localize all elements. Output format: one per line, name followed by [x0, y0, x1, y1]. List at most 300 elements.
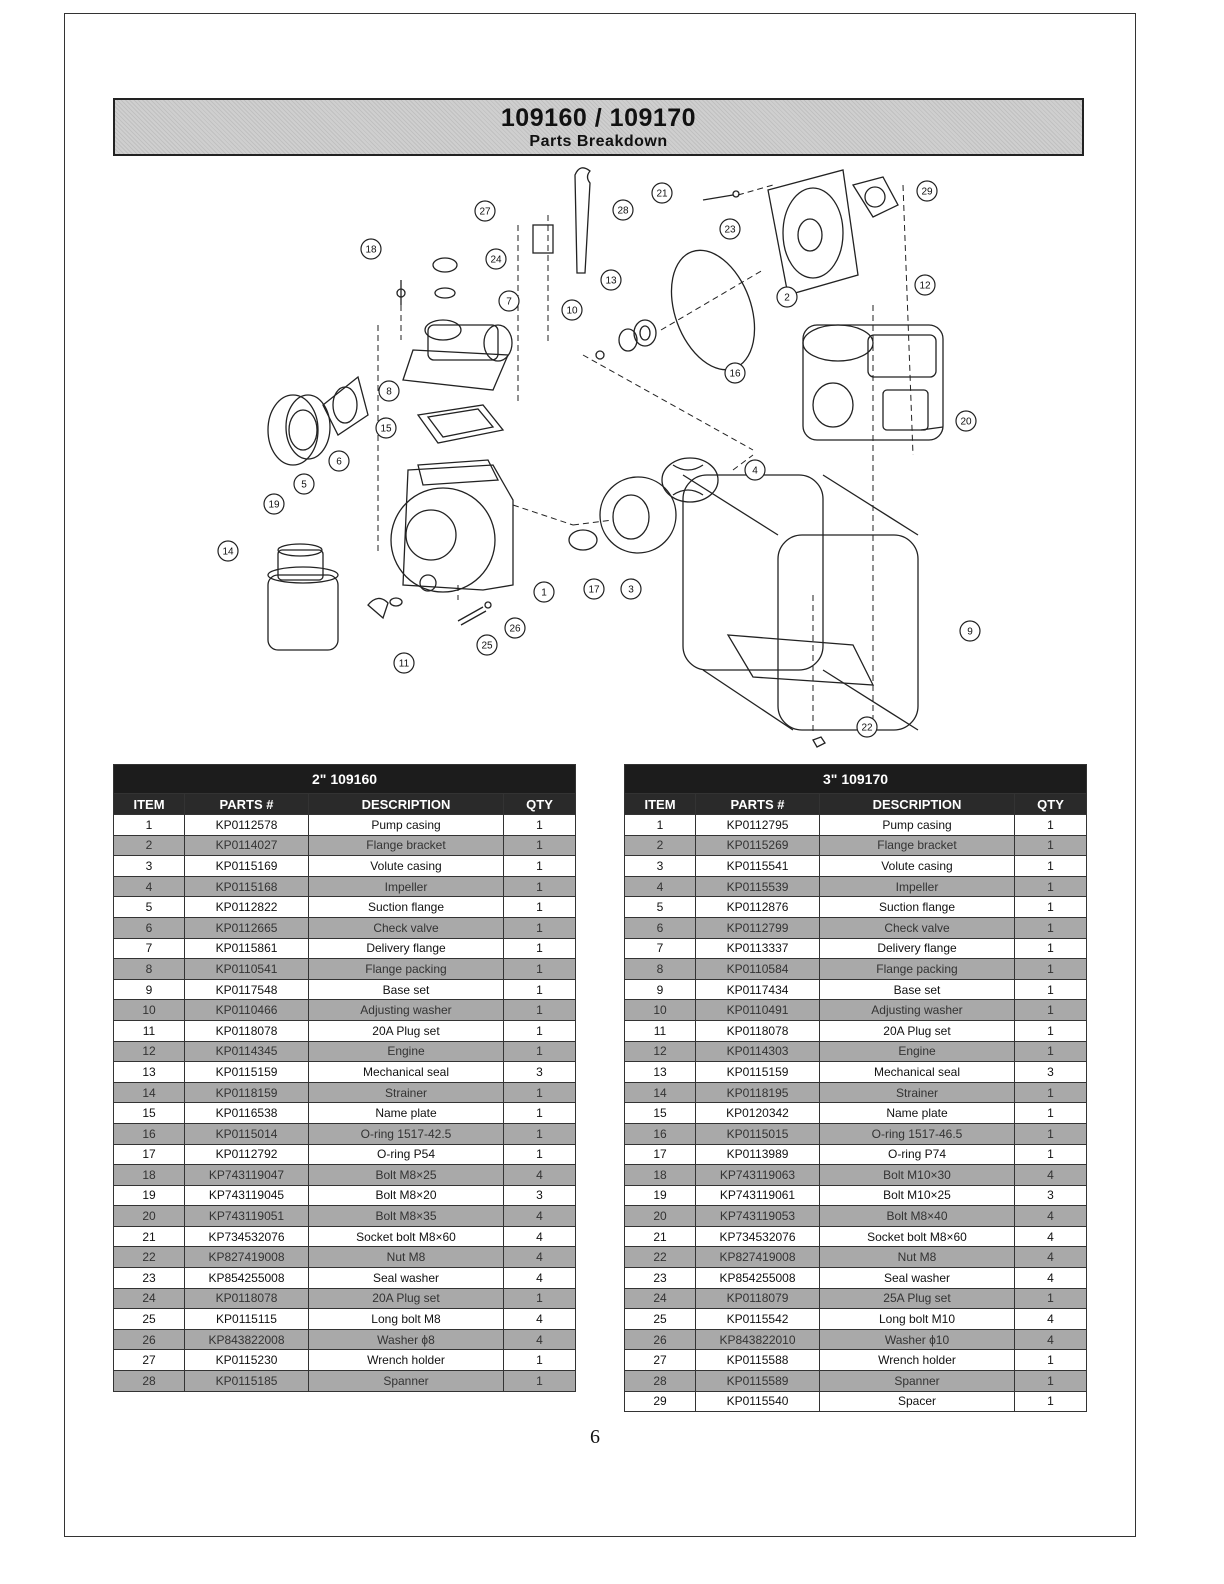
item-number-cell: 21: [625, 1226, 696, 1247]
description-cell: Nut M8: [309, 1247, 504, 1268]
qty-cell: 1: [1015, 1371, 1087, 1392]
item-number-cell: 19: [114, 1185, 185, 1206]
qty-cell: 4: [504, 1329, 576, 1350]
table-row: [625, 835, 1087, 856]
description-cell: Base set: [820, 979, 1015, 1000]
table-row: [625, 1041, 1087, 1062]
part-number-cell: KP743119045: [185, 1185, 309, 1206]
item-number-cell: 28: [625, 1371, 696, 1392]
part-number-cell: KP0112665: [185, 917, 309, 938]
qty-cell: 4: [504, 1226, 576, 1247]
description-cell: Seal washer: [309, 1268, 504, 1289]
item-number-cell: 6: [625, 917, 696, 938]
description-cell: Suction flange: [309, 897, 504, 918]
qty-cell: 1: [1015, 856, 1087, 877]
qty-cell: 4: [504, 1165, 576, 1186]
item-number-cell: 29: [625, 1391, 696, 1412]
callout-number: 14: [222, 546, 234, 558]
table-row: [625, 1226, 1087, 1247]
part-number-cell: KP0115861: [185, 938, 309, 959]
description-cell: Engine: [309, 1041, 504, 1062]
part-number-cell: KP0115540: [696, 1391, 820, 1412]
callout-number: 28: [617, 205, 629, 217]
item-number-cell: 5: [114, 897, 185, 918]
description-cell: Spacer: [820, 1391, 1015, 1412]
callout-number: 20: [960, 416, 972, 428]
qty-cell: 4: [1015, 1247, 1087, 1268]
qty-cell: 1: [504, 1041, 576, 1062]
description-cell: Name plate: [309, 1103, 504, 1124]
description-cell: O-ring P74: [820, 1144, 1015, 1165]
item-number-cell: 24: [625, 1288, 696, 1309]
part-number-cell: KP0110491: [696, 1000, 820, 1021]
table-row: [114, 1185, 576, 1206]
table-row: [625, 1288, 1087, 1309]
callout-number: 4: [752, 465, 758, 477]
item-number-cell: 18: [114, 1165, 185, 1186]
description-cell: Bolt M8×35: [309, 1206, 504, 1227]
qty-cell: 1: [504, 1123, 576, 1144]
qty-cell: 1: [504, 1350, 576, 1371]
table-row: [114, 897, 576, 918]
table-row: [625, 876, 1087, 897]
column-header-parts: PARTS #: [696, 794, 820, 815]
item-number-cell: 7: [625, 938, 696, 959]
part-number-cell: KP743119053: [696, 1206, 820, 1227]
table-row: [625, 979, 1087, 1000]
qty-cell: 1: [1015, 815, 1087, 836]
qty-cell: 1: [504, 1371, 576, 1392]
description-cell: Pump casing: [820, 815, 1015, 836]
qty-cell: 1: [504, 1082, 576, 1103]
callout-number: 9: [967, 626, 973, 638]
table-row: [114, 876, 576, 897]
table-row: [625, 938, 1087, 959]
part-number-cell: KP0114303: [696, 1041, 820, 1062]
qty-cell: 1: [1015, 1350, 1087, 1371]
part-number-cell: KP743119047: [185, 1165, 309, 1186]
item-number-cell: 22: [625, 1247, 696, 1268]
part-number-cell: KP854255008: [696, 1268, 820, 1289]
part-number-cell: KP0115539: [696, 876, 820, 897]
description-cell: 20A Plug set: [309, 1288, 504, 1309]
item-number-cell: 4: [625, 876, 696, 897]
table-row: [114, 1082, 576, 1103]
part-number-cell: KP0115230: [185, 1350, 309, 1371]
description-cell: Impeller: [309, 876, 504, 897]
item-number-cell: 13: [625, 1062, 696, 1083]
description-cell: 20A Plug set: [820, 1020, 1015, 1041]
callout-number: 22: [861, 722, 873, 734]
part-number-cell: KP0113337: [696, 938, 820, 959]
column-header-description: DESCRIPTION: [820, 794, 1015, 815]
table-row: [625, 1144, 1087, 1165]
part-number-cell: KP0115115: [185, 1309, 309, 1330]
part-number-cell: KP0114027: [185, 835, 309, 856]
table-row: [114, 1165, 576, 1186]
qty-cell: 1: [504, 938, 576, 959]
part-number-cell: KP0118078: [696, 1020, 820, 1041]
title-banner: [113, 98, 1084, 156]
description-cell: 20A Plug set: [309, 1020, 504, 1041]
description-cell: Flange bracket: [820, 835, 1015, 856]
item-number-cell: 13: [114, 1062, 185, 1083]
description-cell: Mechanical seal: [820, 1062, 1015, 1083]
description-cell: Seal washer: [820, 1268, 1015, 1289]
qty-cell: 1: [1015, 1041, 1087, 1062]
qty-cell: 1: [1015, 1144, 1087, 1165]
description-cell: Delivery flange: [820, 938, 1015, 959]
table-row: [114, 979, 576, 1000]
table-row: [625, 1103, 1087, 1124]
column-header-item: ITEM: [114, 794, 185, 815]
model-heading: 3" 109170: [625, 765, 1087, 794]
table-row: [625, 1082, 1087, 1103]
part-number-cell: KP0112792: [185, 1144, 309, 1165]
qty-cell: 1: [504, 1103, 576, 1124]
item-number-cell: 4: [114, 876, 185, 897]
description-cell: Bolt M8×25: [309, 1165, 504, 1186]
page-number: 6: [590, 1426, 600, 1448]
qty-cell: 1: [504, 1020, 576, 1041]
item-number-cell: 1: [114, 815, 185, 836]
description-cell: Volute casing: [309, 856, 504, 877]
item-number-cell: 23: [625, 1268, 696, 1289]
table-row: [625, 1329, 1087, 1350]
item-number-cell: 6: [114, 917, 185, 938]
part-number-cell: KP0115588: [696, 1350, 820, 1371]
flange-bracket-part: [768, 170, 858, 295]
description-cell: Check valve: [820, 917, 1015, 938]
description-cell: Suction flange: [820, 897, 1015, 918]
qty-cell: 1: [504, 856, 576, 877]
table-row: [625, 815, 1087, 836]
item-number-cell: 15: [625, 1103, 696, 1124]
qty-cell: 1: [504, 1000, 576, 1021]
qty-cell: 1: [504, 815, 576, 836]
description-cell: Name plate: [820, 1103, 1015, 1124]
item-number-cell: 18: [625, 1165, 696, 1186]
item-number-cell: 10: [114, 1000, 185, 1021]
strainer-part: [268, 575, 338, 650]
description-cell: O-ring 1517-42.5: [309, 1123, 504, 1144]
qty-cell: 1: [1015, 959, 1087, 980]
table-row: [625, 1062, 1087, 1083]
spanner-part: [575, 168, 590, 273]
callout-number: 25: [481, 640, 493, 652]
description-cell: Spanner: [309, 1371, 504, 1392]
qty-cell: 4: [504, 1206, 576, 1227]
part-number-cell: KP734532076: [185, 1226, 309, 1247]
item-number-cell: 20: [114, 1206, 185, 1227]
parts-table-109160: [113, 764, 576, 1392]
callout-number: 29: [921, 186, 933, 198]
callout-number: 8: [386, 386, 392, 398]
callout-number: 13: [605, 275, 617, 287]
item-number-cell: 19: [625, 1185, 696, 1206]
item-number-cell: 3: [625, 856, 696, 877]
part-number-cell: KP827419008: [185, 1247, 309, 1268]
table-row: [114, 938, 576, 959]
table-row: [114, 917, 576, 938]
part-number-cell: KP0118078: [185, 1288, 309, 1309]
page-title: 109160 / 109170: [500, 104, 697, 132]
qty-cell: 1: [504, 1144, 576, 1165]
part-number-cell: KP0118159: [185, 1082, 309, 1103]
item-number-cell: 2: [625, 835, 696, 856]
qty-cell: 1: [504, 979, 576, 1000]
table-row: [114, 1041, 576, 1062]
callout-number: 3: [628, 584, 634, 596]
table-row: [625, 1247, 1087, 1268]
callout-number: 24: [490, 254, 502, 266]
column-header-item: ITEM: [625, 794, 696, 815]
qty-cell: 1: [1015, 1082, 1087, 1103]
item-number-cell: 23: [114, 1268, 185, 1289]
part-number-cell: KP0115015: [696, 1123, 820, 1144]
table-row: [114, 1350, 576, 1371]
part-number-cell: KP0117548: [185, 979, 309, 1000]
table-row: [625, 1268, 1087, 1289]
item-number-cell: 5: [625, 897, 696, 918]
callout-number: 19: [268, 499, 280, 511]
table-row: [114, 1123, 576, 1144]
description-cell: Mechanical seal: [309, 1062, 504, 1083]
part-number-cell: KP743119063: [696, 1165, 820, 1186]
description-cell: 25A Plug set: [820, 1288, 1015, 1309]
table-row: [625, 1000, 1087, 1021]
part-number-cell: KP854255008: [185, 1268, 309, 1289]
qty-cell: 1: [1015, 1020, 1087, 1041]
description-cell: Bolt M8×20: [309, 1185, 504, 1206]
description-cell: Bolt M10×30: [820, 1165, 1015, 1186]
table-row: [625, 1371, 1087, 1392]
callout-number: 18: [365, 244, 377, 256]
exploded-parts-diagram: [113, 165, 1084, 755]
item-number-cell: 12: [114, 1041, 185, 1062]
qty-cell: 1: [1015, 979, 1087, 1000]
table-row: [625, 1020, 1087, 1041]
table-row: [114, 1329, 576, 1350]
part-number-cell: KP0112578: [185, 815, 309, 836]
description-cell: Volute casing: [820, 856, 1015, 877]
callout-number: 21: [656, 188, 668, 200]
table-row: [625, 1123, 1087, 1144]
part-number-cell: KP0117434: [696, 979, 820, 1000]
item-number-cell: 2: [114, 835, 185, 856]
part-number-cell: KP0115541: [696, 856, 820, 877]
description-cell: Adjusting washer: [309, 1000, 504, 1021]
part-number-cell: KP0115542: [696, 1309, 820, 1330]
table-row: [625, 1206, 1087, 1227]
part-number-cell: KP0110584: [696, 959, 820, 980]
part-number-cell: KP0115269: [696, 835, 820, 856]
description-cell: Nut M8: [820, 1247, 1015, 1268]
part-number-cell: KP0112795: [696, 815, 820, 836]
item-number-cell: 11: [625, 1020, 696, 1041]
qty-cell: 4: [504, 1247, 576, 1268]
description-cell: Flange bracket: [309, 835, 504, 856]
part-number-cell: KP843822010: [696, 1329, 820, 1350]
qty-cell: 1: [504, 897, 576, 918]
part-number-cell: KP743119061: [696, 1185, 820, 1206]
description-cell: Pump casing: [309, 815, 504, 836]
description-cell: Wrench holder: [820, 1350, 1015, 1371]
item-number-cell: 10: [625, 1000, 696, 1021]
callout-number: 1: [541, 587, 547, 599]
item-number-cell: 9: [114, 979, 185, 1000]
table-row: [114, 1020, 576, 1041]
part-number-cell: KP0115169: [185, 856, 309, 877]
qty-cell: 1: [1015, 897, 1087, 918]
description-cell: Washer ϕ8: [309, 1329, 504, 1350]
item-number-cell: 1: [625, 815, 696, 836]
delivery-flange-part: [425, 320, 461, 340]
qty-cell: 1: [1015, 1391, 1087, 1412]
item-number-cell: 26: [625, 1329, 696, 1350]
o-ring-small-part: [569, 530, 597, 550]
callout-number: 27: [479, 206, 491, 218]
qty-cell: 1: [1015, 917, 1087, 938]
qty-cell: 1: [504, 835, 576, 856]
qty-cell: 1: [1015, 938, 1087, 959]
wrench-holder-part: [533, 225, 553, 253]
description-cell: Long bolt M10: [820, 1309, 1015, 1330]
column-header-qty: QTY: [1015, 794, 1087, 815]
table-row: [114, 1103, 576, 1124]
item-number-cell: 15: [114, 1103, 185, 1124]
qty-cell: 1: [504, 1288, 576, 1309]
item-number-cell: 9: [625, 979, 696, 1000]
qty-cell: 1: [1015, 876, 1087, 897]
qty-cell: 1: [1015, 835, 1087, 856]
table-row: [114, 835, 576, 856]
callout-number: 17: [588, 584, 600, 596]
callout-number: 10: [566, 305, 578, 317]
description-cell: Base set: [309, 979, 504, 1000]
item-number-cell: 25: [625, 1309, 696, 1330]
description-cell: Washer ϕ10: [820, 1329, 1015, 1350]
part-number-cell: KP0110541: [185, 959, 309, 980]
part-number-cell: KP0118079: [696, 1288, 820, 1309]
part-number-cell: KP843822008: [185, 1329, 309, 1350]
table-row: [114, 1000, 576, 1021]
qty-cell: 4: [1015, 1309, 1087, 1330]
description-cell: Wrench holder: [309, 1350, 504, 1371]
table-row: [114, 1144, 576, 1165]
description-cell: Delivery flange: [309, 938, 504, 959]
callout-number: 11: [398, 658, 410, 670]
part-number-cell: KP827419008: [696, 1247, 820, 1268]
table-row: [114, 1268, 576, 1289]
table-row: [625, 1165, 1087, 1186]
table-row: [625, 1391, 1087, 1412]
qty-cell: 3: [1015, 1185, 1087, 1206]
table-row: [114, 815, 576, 836]
part-number-cell: KP0115589: [696, 1371, 820, 1392]
item-number-cell: 16: [114, 1123, 185, 1144]
item-number-cell: 20: [625, 1206, 696, 1227]
callout-number: 2: [784, 292, 790, 304]
table-row: [625, 1350, 1087, 1371]
qty-cell: 1: [1015, 1288, 1087, 1309]
table-row: [114, 1247, 576, 1268]
description-cell: Engine: [820, 1041, 1015, 1062]
part-number-cell: KP0115159: [696, 1062, 820, 1083]
qty-cell: 3: [504, 1062, 576, 1083]
o-ring-large-part: [656, 239, 770, 382]
column-header-parts: PARTS #: [185, 794, 309, 815]
qty-cell: 3: [504, 1185, 576, 1206]
description-cell: Bolt M8×40: [820, 1206, 1015, 1227]
part-number-cell: KP0113989: [696, 1144, 820, 1165]
item-number-cell: 28: [114, 1371, 185, 1392]
item-number-cell: 21: [114, 1226, 185, 1247]
item-number-cell: 17: [625, 1144, 696, 1165]
qty-cell: 4: [504, 1268, 576, 1289]
table-row: [114, 856, 576, 877]
description-cell: Strainer: [820, 1082, 1015, 1103]
page-subtitle: Parts Breakdown: [529, 133, 668, 150]
description-cell: Spanner: [820, 1371, 1015, 1392]
description-cell: Check valve: [309, 917, 504, 938]
callout-number: 12: [919, 280, 931, 292]
item-number-cell: 8: [625, 959, 696, 980]
suction-flange-part: [268, 395, 318, 465]
column-header-description: DESCRIPTION: [309, 794, 504, 815]
table-row: [114, 1288, 576, 1309]
qty-cell: 4: [1015, 1268, 1087, 1289]
item-number-cell: 27: [114, 1350, 185, 1371]
callout-number: 15: [380, 423, 392, 435]
part-number-cell: KP0112822: [185, 897, 309, 918]
part-number-cell: KP0115168: [185, 876, 309, 897]
description-cell: Bolt M10×25: [820, 1185, 1015, 1206]
table-row: [114, 1309, 576, 1330]
item-number-cell: 25: [114, 1309, 185, 1330]
qty-cell: 4: [1015, 1165, 1087, 1186]
item-number-cell: 14: [114, 1082, 185, 1103]
callout-number: 23: [724, 224, 736, 236]
item-number-cell: 14: [625, 1082, 696, 1103]
part-number-cell: KP0115159: [185, 1062, 309, 1083]
callout-number: 5: [301, 479, 307, 491]
part-number-cell: KP0116538: [185, 1103, 309, 1124]
callout-number: 7: [506, 296, 512, 308]
callout-number: 6: [336, 456, 342, 468]
item-number-cell: 24: [114, 1288, 185, 1309]
description-cell: Flange packing: [309, 959, 504, 980]
callout-number: 16: [729, 368, 741, 380]
description-cell: Strainer: [309, 1082, 504, 1103]
part-number-cell: KP743119051: [185, 1206, 309, 1227]
table-row: [625, 856, 1087, 877]
description-cell: Impeller: [820, 876, 1015, 897]
item-number-cell: 7: [114, 938, 185, 959]
table-row: [625, 1309, 1087, 1330]
qty-cell: 4: [1015, 1226, 1087, 1247]
qty-cell: 1: [504, 917, 576, 938]
part-number-cell: KP0120342: [696, 1103, 820, 1124]
item-number-cell: 3: [114, 856, 185, 877]
description-cell: Socket bolt M8×60: [820, 1226, 1015, 1247]
item-number-cell: 12: [625, 1041, 696, 1062]
part-number-cell: KP0118195: [696, 1082, 820, 1103]
item-number-cell: 17: [114, 1144, 185, 1165]
part-number-cell: KP0118078: [185, 1020, 309, 1041]
qty-cell: 1: [1015, 1103, 1087, 1124]
table-row: [114, 1371, 576, 1392]
